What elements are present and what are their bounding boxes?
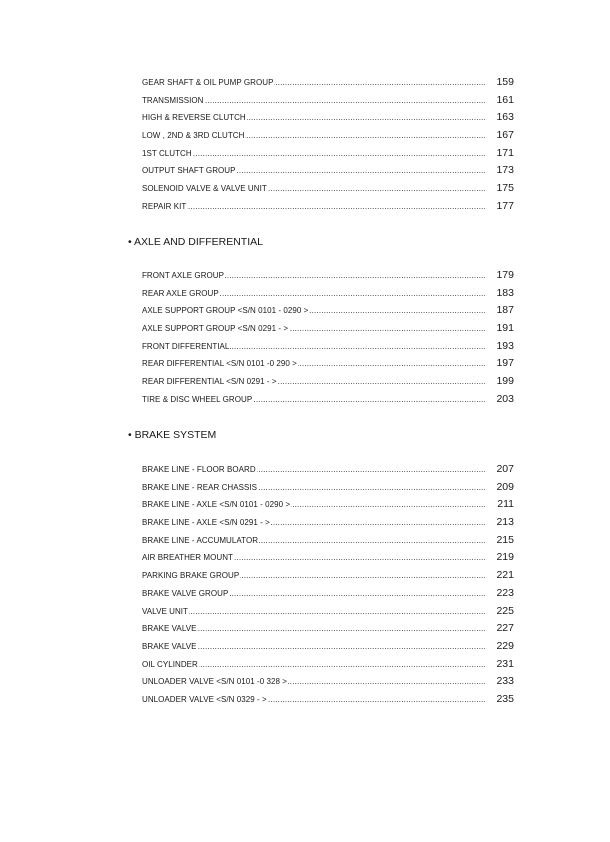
toc-entry-label: GEAR SHAFT & OIL PUMP GROUP <box>142 78 274 87</box>
toc-entry[interactable] <box>0 677 610 695</box>
toc-entry-page: 167 <box>496 129 514 142</box>
toc-entry[interactable] <box>0 286 610 307</box>
toc-entry-label: LOW , 2ND & 3RD CLUTCH <box>142 131 245 141</box>
toc-entry-page: 183 <box>496 286 514 299</box>
toc-entry-label: SOLENOID VALVE & VALVE UNIT <box>142 184 267 194</box>
toc-entry[interactable] <box>0 586 610 607</box>
toc-group-axle <box>0 271 610 413</box>
toc-entry[interactable] <box>0 113 610 131</box>
toc-entry-label: REAR AXLE GROUP <box>142 288 219 298</box>
toc-entry-label: BRAKE LINE - ACCUMULATOR <box>142 535 259 545</box>
toc-entry[interactable] <box>0 271 610 289</box>
toc-entry-page: 187 <box>496 304 514 317</box>
toc-entry-label: 1ST CLUTCH <box>142 148 192 158</box>
toc-entry[interactable] <box>0 624 610 642</box>
toc-entry[interactable] <box>0 657 610 678</box>
toc-group-transmission <box>0 78 610 220</box>
toc-entry-label: FRONT DIFFERENTIAL <box>142 341 230 351</box>
toc-entry-page: 203 <box>496 392 514 405</box>
toc-entry[interactable] <box>0 571 610 589</box>
toc-entry-page: 161 <box>496 93 514 106</box>
toc-entry-label: TIRE & DISC WHEEL GROUP <box>142 394 253 404</box>
toc-entry-page: 197 <box>496 357 514 370</box>
toc-entry[interactable] <box>0 639 610 660</box>
toc-entry-page: 177 <box>496 199 514 212</box>
toc-entry-label: BRAKE VALVE <box>142 624 197 634</box>
toc-entry[interactable] <box>0 166 610 184</box>
toc-entry[interactable] <box>0 377 610 395</box>
toc-entry-label: BRAKE LINE - AXLE <S/N 0291 - > <box>142 518 270 528</box>
toc-entry[interactable] <box>0 692 610 713</box>
toc-entry-label: REAR DIFFERENTIAL <S/N 0291 - > <box>142 377 277 387</box>
toc-entry-label: UNLOADER VALVE <S/N 0101 -0 328 > <box>142 677 287 687</box>
toc-entry-page: 229 <box>496 639 514 652</box>
toc-entry-page: 163 <box>496 111 514 124</box>
toc-entry-page: 171 <box>496 146 514 159</box>
toc-entry[interactable] <box>0 604 610 625</box>
toc-entry-page: 213 <box>496 516 514 529</box>
toc-entry-page: 193 <box>496 339 514 352</box>
toc-entry-page: 231 <box>496 657 514 670</box>
toc-entry[interactable] <box>0 480 610 501</box>
toc-entry[interactable] <box>0 518 610 536</box>
toc-entry-label: OUTPUT SHAFT GROUP <box>142 166 236 176</box>
toc-entry-label: HIGH & REVERSE CLUTCH <box>142 113 246 123</box>
toc-entry-label: TRANSMISSION <box>142 95 204 105</box>
toc-entry-page: 221 <box>496 569 514 582</box>
toc-entry-label: BRAKE VALVE GROUP <box>142 588 229 598</box>
toc-entry[interactable] <box>0 78 610 96</box>
toc-entry-label: BRAKE LINE - FLOOR BOARD <box>142 465 256 474</box>
toc-entry-label: BRAKE VALVE <box>142 641 197 651</box>
toc-entry-label: AXLE SUPPORT GROUP <S/N 0291 - > <box>142 324 289 334</box>
toc-entry-label: AIR BREATHER MOUNT <box>142 553 233 563</box>
toc-entry[interactable] <box>0 359 610 377</box>
toc-entry[interactable] <box>0 339 610 360</box>
toc-entry[interactable] <box>0 465 610 483</box>
toc-entry[interactable] <box>0 306 610 324</box>
toc-entry-label: FRONT AXLE GROUP <box>142 271 225 280</box>
toc-entry[interactable] <box>0 199 610 220</box>
toc-entry-page: 219 <box>496 551 514 564</box>
toc-entry-label: VALVE UNIT <box>142 606 188 616</box>
toc-entry[interactable] <box>0 392 610 413</box>
toc-entry-page: 211 <box>497 498 514 511</box>
toc-entry[interactable] <box>0 146 610 167</box>
toc-entry-label: AXLE SUPPORT GROUP <S/N 0101 - 0290 > <box>142 306 309 316</box>
toc-entry-page: 223 <box>496 586 514 599</box>
toc-entry-page: 233 <box>496 675 514 688</box>
toc-entry-page: 191 <box>496 322 514 335</box>
toc-entry-page: 215 <box>496 533 514 546</box>
toc-entry-page: 199 <box>496 375 514 388</box>
toc-entry[interactable] <box>0 184 610 202</box>
toc-entry[interactable] <box>0 553 610 571</box>
section-heading-axle: • AXLE AND DIFFERENTIAL <box>128 236 263 248</box>
toc-entry[interactable] <box>0 533 610 554</box>
toc-entry-label: PARKING BRAKE GROUP <box>142 571 240 581</box>
toc-entry[interactable] <box>0 131 610 149</box>
toc-entry-page: 175 <box>496 182 514 195</box>
toc-entry-label: UNLOADER VALVE <S/N 0329 - > <box>142 694 267 704</box>
toc-entry-label: BRAKE LINE - REAR CHASSIS <box>142 482 258 492</box>
toc-entry-label: REAR DIFFERENTIAL <S/N 0101 -0 290 > <box>142 359 297 369</box>
section-heading-brake: • BRAKE SYSTEM <box>128 429 217 441</box>
toc-entry[interactable] <box>0 93 610 114</box>
toc-entry-page: 225 <box>496 604 514 617</box>
toc-entry-page: 235 <box>496 692 514 705</box>
toc-entry-page: 209 <box>496 480 514 493</box>
toc-entry-page: 159 <box>496 76 514 88</box>
toc-group-brake <box>0 465 610 713</box>
toc-entry-page: 179 <box>496 269 514 281</box>
toc-entry[interactable] <box>0 324 610 342</box>
toc-entry-label: OIL CYLINDER <box>142 659 198 669</box>
toc-entry-label: REPAIR KIT <box>142 201 187 211</box>
toc-entry-page: 227 <box>496 622 514 635</box>
toc-entry-page: 173 <box>496 164 514 177</box>
toc-entry-page: 207 <box>496 463 514 475</box>
toc-entry[interactable] <box>0 500 610 518</box>
toc-entry-label: BRAKE LINE - AXLE <S/N 0101 - 0290 > <box>142 500 291 510</box>
